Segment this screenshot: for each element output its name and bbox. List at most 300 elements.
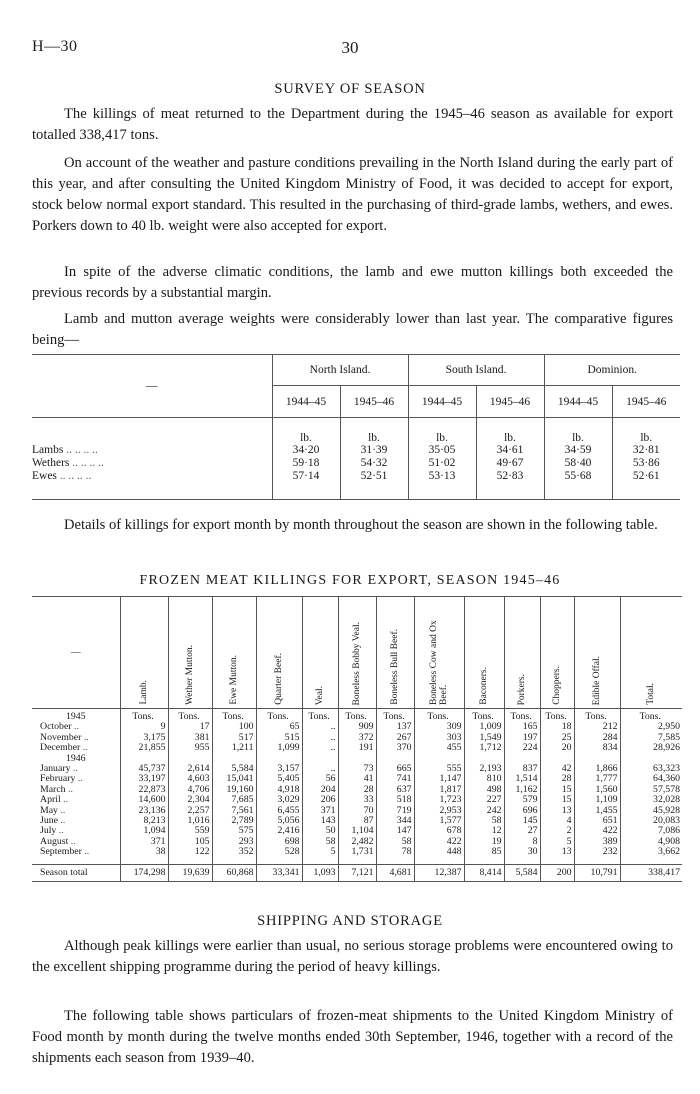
table-cell: 34·61 <box>476 444 544 457</box>
table-cell: 63,323 <box>620 764 682 774</box>
table-cell: 1,009 <box>464 722 504 732</box>
paragraph-text: The killings of meat returned to the Department during the 1945–46 season as available for export totalled 338,417 tons. <box>32 106 673 143</box>
table-cell: 422 <box>414 837 464 847</box>
total-cell: 19,639 <box>168 864 212 881</box>
season-total-row <box>32 864 682 881</box>
column-header-text: Veal. <box>315 685 325 705</box>
table-cell: 1,712 <box>464 743 504 753</box>
column-header-ewe-mutton <box>212 597 256 709</box>
unit-label: Tons. <box>464 709 504 723</box>
table-cell: 389 <box>574 837 620 847</box>
table-cell: 65 <box>256 722 302 732</box>
table-cell: 4,908 <box>620 837 682 847</box>
table-cell: 678 <box>414 826 464 836</box>
table-cell: 665 <box>376 764 414 774</box>
month-name: January <box>40 763 71 775</box>
table-cell: 1,777 <box>574 774 620 784</box>
table-cell: 58 <box>376 837 414 847</box>
table-cell: 579 <box>504 795 540 805</box>
leader-dots: .. .. .. .. <box>66 444 98 456</box>
table-cell: 191 <box>338 743 376 753</box>
table-cell: 19,160 <box>212 785 256 795</box>
total-cell: 12,387 <box>414 864 464 881</box>
table-cell: 7,585 <box>620 733 682 743</box>
units-row <box>32 709 682 723</box>
table-cell: 3,175 <box>120 733 168 743</box>
table-cell: 8,213 <box>120 816 168 826</box>
table-cell: .. <box>302 764 338 774</box>
month-name: July <box>40 825 57 837</box>
leader-dots: .. <box>72 763 78 775</box>
leader-dots: .. <box>77 773 83 785</box>
table-cell: 55·68 <box>544 470 612 486</box>
column-header-boneless-bobby-veal <box>338 597 376 709</box>
paragraph-text: Details of killings for export month by month throughout the season are shown in the following table. <box>64 517 658 533</box>
table-cell: 70 <box>338 806 376 816</box>
survey-paragraph-2 <box>32 153 673 237</box>
leader-dots: .. <box>83 731 89 743</box>
table-cell: 58·40 <box>544 457 612 470</box>
table-cell: 20 <box>540 743 574 753</box>
year-header: 1944–45 <box>408 386 476 418</box>
table-cell: 955 <box>168 743 212 753</box>
table-cell: 137 <box>376 722 414 732</box>
unit-label: Tons. <box>302 709 338 723</box>
leader-dots: .. <box>82 742 88 754</box>
table-corner: — <box>32 355 272 418</box>
unit-label: Tons. <box>620 709 682 723</box>
table-cell: 54·32 <box>340 457 408 470</box>
table-cell: 1,109 <box>574 795 620 805</box>
table-cell: 9 <box>120 722 168 732</box>
killings-table <box>32 596 682 882</box>
table-corner: — <box>32 597 120 709</box>
table-cell: 232 <box>574 847 620 857</box>
table-cell: 64,360 <box>620 774 682 784</box>
table-cell: 2,416 <box>256 826 302 836</box>
unit-label: lb. <box>408 418 476 444</box>
column-header-text: Boneless Cow and Ox Beef. <box>429 620 449 705</box>
table-cell: 448 <box>414 847 464 857</box>
table-row <box>32 774 682 784</box>
unit-label: Tons. <box>574 709 620 723</box>
column-header-text: Ewe Mutton. <box>229 655 239 705</box>
table-cell: 1,731 <box>338 847 376 857</box>
table-cell: 28 <box>338 785 376 795</box>
table-cell: 58 <box>464 816 504 826</box>
weights-rows <box>32 444 680 500</box>
column-header-total <box>620 597 682 709</box>
column-header-baconers <box>464 597 504 709</box>
year-header: 1945–46 <box>476 386 544 418</box>
table-cell: 4 <box>540 816 574 826</box>
table-cell: 4,603 <box>168 774 212 784</box>
table-cell: 4,918 <box>256 785 302 795</box>
row-label <box>32 470 272 486</box>
table-cell: 7,685 <box>212 795 256 805</box>
table-cell: 197 <box>504 733 540 743</box>
table-cell: 31·39 <box>340 444 408 457</box>
month-label <box>32 847 120 857</box>
total-label: Season total <box>32 864 120 881</box>
table-cell: 50 <box>302 826 338 836</box>
table-cell: 498 <box>464 785 504 795</box>
table-cell: 14,600 <box>120 795 168 805</box>
table-cell: 528 <box>256 847 302 857</box>
table-cell: 52·83 <box>476 470 544 486</box>
table-cell: 52·61 <box>612 470 680 486</box>
table-cell: 33,197 <box>120 774 168 784</box>
month-name: March <box>40 783 66 795</box>
table-cell: 1,549 <box>464 733 504 743</box>
table-cell: .. <box>302 733 338 743</box>
details-paragraph <box>32 515 673 536</box>
paragraph-text: The following table shows particulars of frozen-meat shipments to the United Kingdom Ministry of Food month by month during the twelve months ended 30th September, 1946, together with a record of the shipments each season from 1939–40. <box>32 1008 673 1066</box>
table-cell: 698 <box>256 837 302 847</box>
table-cell: 15 <box>540 795 574 805</box>
survey-paragraph-1 <box>32 104 673 146</box>
paragraph-text: In spite of the adverse climatic conditions, the lamb and ewe mutton killings both exceeded the previous records by a substantial margin. <box>32 264 673 301</box>
column-group-north-island: North Island. <box>272 355 408 386</box>
leader-dots: .. <box>60 804 66 816</box>
month-name: September <box>40 846 82 858</box>
column-header-text: Choppers. <box>552 666 562 705</box>
month-name: August <box>40 835 69 847</box>
leader-dots: .. <box>60 815 66 827</box>
table-cell: 56 <box>302 774 338 784</box>
table-cell: 455 <box>414 743 464 753</box>
table-cell: 7,086 <box>620 826 682 836</box>
table-cell: 45,928 <box>620 806 682 816</box>
month-name: October <box>40 721 72 733</box>
column-header-text: Quarter Beef. <box>274 653 284 705</box>
table-cell: 3,157 <box>256 764 302 774</box>
table-cell: 145 <box>504 816 540 826</box>
column-header-text: Baconers. <box>479 667 489 705</box>
year-label: 1946 <box>65 752 86 764</box>
table-cell: 637 <box>376 785 414 795</box>
table-cell: 651 <box>574 816 620 826</box>
table-cell: 28 <box>540 774 574 784</box>
table-cell: 22,873 <box>120 785 168 795</box>
table-row <box>32 743 682 753</box>
table-cell: 224 <box>504 743 540 753</box>
table-row <box>32 457 680 470</box>
row-label <box>32 457 272 470</box>
table-cell: 21,855 <box>120 743 168 753</box>
table-cell: 2,304 <box>168 795 212 805</box>
month-name: June <box>40 815 58 827</box>
table-cell: 1,147 <box>414 774 464 784</box>
table-cell: 1,104 <box>338 826 376 836</box>
table-cell: 1,577 <box>414 816 464 826</box>
table-cell: 33 <box>338 795 376 805</box>
column-header-porkers <box>504 597 540 709</box>
shipping-paragraph-1 <box>32 936 673 978</box>
unit-label: lb. <box>544 418 612 444</box>
table-cell: 5,584 <box>212 764 256 774</box>
table-cell: 32,028 <box>620 795 682 805</box>
table-cell: 1,560 <box>574 785 620 795</box>
month-name: November <box>40 731 82 743</box>
row-label <box>32 444 272 457</box>
table-cell: 1,099 <box>256 743 302 753</box>
unit-label: Tons. <box>168 709 212 723</box>
table-cell: 53·86 <box>612 457 680 470</box>
table-cell: 87 <box>338 816 376 826</box>
table-cell: 165 <box>504 722 540 732</box>
total-cell: 10,791 <box>574 864 620 881</box>
total-cell: 5,584 <box>504 864 540 881</box>
table-cell: 57·14 <box>272 470 340 486</box>
header-row <box>32 597 682 709</box>
page-number: 30 <box>341 38 359 57</box>
table-cell: 2,789 <box>212 816 256 826</box>
table-cell: 45,737 <box>120 764 168 774</box>
column-header-edible-offal <box>574 597 620 709</box>
column-header-text: Porkers. <box>517 673 527 705</box>
month-name: February <box>40 773 76 785</box>
table-cell: 370 <box>376 743 414 753</box>
table-cell: 372 <box>338 733 376 743</box>
table-cell: 810 <box>464 774 504 784</box>
table-row <box>32 444 680 457</box>
table-cell: 1,817 <box>414 785 464 795</box>
table-row <box>32 733 682 743</box>
table-cell: 1,211 <box>212 743 256 753</box>
table-cell: 52·51 <box>340 470 408 486</box>
table-cell: 58 <box>302 837 338 847</box>
table-cell: 518 <box>376 795 414 805</box>
paragraph-text: Although peak killings were earlier than usual, no serious storage problems were encountered owing to the excellent shipping programme during the period of heavy killings. <box>32 938 673 975</box>
table-row <box>32 785 682 795</box>
table-cell: 422 <box>574 826 620 836</box>
year-header: 1945–46 <box>612 386 680 418</box>
unit-label: Tons. <box>504 709 540 723</box>
table-cell: 1,016 <box>168 816 212 826</box>
table-cell: 73 <box>338 764 376 774</box>
table-cell: .. <box>302 743 338 753</box>
table-cell: 212 <box>574 722 620 732</box>
table-cell: 517 <box>212 733 256 743</box>
table-cell: 309 <box>414 722 464 732</box>
table-cell: 143 <box>302 816 338 826</box>
unit-label: Tons. <box>338 709 376 723</box>
table-cell: 909 <box>338 722 376 732</box>
column-header-text: Total. <box>646 683 657 705</box>
table-cell: 242 <box>464 806 504 816</box>
table-cell: 371 <box>120 837 168 847</box>
total-cell: 8,414 <box>464 864 504 881</box>
table-cell: 32·81 <box>612 444 680 457</box>
table-cell: 2,257 <box>168 806 212 816</box>
column-header-quarter-beef <box>256 597 302 709</box>
unit-label: Tons. <box>376 709 414 723</box>
year-header: 1944–45 <box>272 386 340 418</box>
table-cell: 34·20 <box>272 444 340 457</box>
table-cell: 3,029 <box>256 795 302 805</box>
killings-table-title: FROZEN MEAT KILLINGS FOR EXPORT, SEASON 1945–46 <box>139 573 561 588</box>
table-cell: 741 <box>376 774 414 784</box>
unit-label: Tons. <box>256 709 302 723</box>
row-label-text: Lambs <box>32 444 64 456</box>
unit-label: Tons. <box>212 709 256 723</box>
table-cell: 381 <box>168 733 212 743</box>
column-header-text: Boneless Bull Beef. <box>390 629 400 705</box>
unit-label: Tons. <box>120 709 168 723</box>
column-header-boneless-bull-beef <box>376 597 414 709</box>
table-cell: 17 <box>168 722 212 732</box>
table-cell: 834 <box>574 743 620 753</box>
table-cell: 515 <box>256 733 302 743</box>
year-header: 1945–46 <box>340 386 408 418</box>
month-name: May <box>40 804 58 816</box>
table-cell: 719 <box>376 806 414 816</box>
table-cell: 352 <box>212 847 256 857</box>
table-cell: 3,662 <box>620 847 682 857</box>
table-cell: 344 <box>376 816 414 826</box>
leader-dots: .. <box>70 835 76 847</box>
table-cell: 1,162 <box>504 785 540 795</box>
table-cell: 4,706 <box>168 785 212 795</box>
table-cell: 100 <box>212 722 256 732</box>
unit-label: lb. <box>476 418 544 444</box>
table-cell: 57,578 <box>620 785 682 795</box>
unit-label: lb. <box>612 418 680 444</box>
unit-label: lb. <box>272 418 340 444</box>
table-cell: 204 <box>302 785 338 795</box>
table-cell: 28,926 <box>620 743 682 753</box>
row-label-text: Wethers <box>32 457 70 469</box>
table-cell: 85 <box>464 847 504 857</box>
column-header-text: Wether Mutton. <box>185 645 195 705</box>
section-heading-survey: SURVEY OF SEASON <box>274 81 426 97</box>
total-cell: 200 <box>540 864 574 881</box>
year-header: 1944–45 <box>544 386 612 418</box>
column-header-text: Lamb. <box>139 680 149 705</box>
table-cell: 1,094 <box>120 826 168 836</box>
table-cell: 284 <box>574 733 620 743</box>
table-row <box>32 795 682 805</box>
table-cell: 51·02 <box>408 457 476 470</box>
table-cell: 5,405 <box>256 774 302 784</box>
column-header-text: Edible Offal. <box>592 655 602 705</box>
table-cell: 293 <box>212 837 256 847</box>
column-header-choppers <box>540 597 574 709</box>
table-cell: 2,614 <box>168 764 212 774</box>
table-cell: 105 <box>168 837 212 847</box>
shipping-paragraph-2 <box>32 1006 673 1069</box>
table-cell: 25 <box>540 733 574 743</box>
table-cell: 78 <box>376 847 414 857</box>
table-cell: 6,455 <box>256 806 302 816</box>
year-label: 1945 <box>65 711 86 722</box>
table-cell: 49·67 <box>476 457 544 470</box>
table-cell: 15 <box>540 785 574 795</box>
table-cell: 59·18 <box>272 457 340 470</box>
table-cell: 2,950 <box>620 722 682 732</box>
table-cell: 42 <box>540 764 574 774</box>
table-cell: 12 <box>464 826 504 836</box>
month-name: April <box>40 794 61 806</box>
table-cell: 227 <box>464 795 504 805</box>
table-row <box>32 722 682 732</box>
table-cell: 303 <box>414 733 464 743</box>
table-cell: 38 <box>120 847 168 857</box>
table-cell: 34·59 <box>544 444 612 457</box>
table-cell: 2 <box>540 826 574 836</box>
total-cell: 338,417 <box>620 864 682 881</box>
survey-paragraph-4 <box>32 309 673 351</box>
column-group-dominion: Dominion. <box>544 355 680 386</box>
total-cell: 4,681 <box>376 864 414 881</box>
table-cell: 2,953 <box>414 806 464 816</box>
table-cell: 5,056 <box>256 816 302 826</box>
leader-dots: .. <box>68 783 73 795</box>
average-weights-table <box>32 354 680 500</box>
leader-dots: .. <box>74 721 79 733</box>
column-group-south-island: South Island. <box>408 355 544 386</box>
table-cell: 555 <box>414 764 464 774</box>
killings-rows <box>32 709 682 882</box>
table-cell: 5 <box>540 837 574 847</box>
unit-label: Tons. <box>414 709 464 723</box>
column-header-veal <box>302 597 338 709</box>
table-cell: 147 <box>376 826 414 836</box>
table-cell: 5 <box>302 847 338 857</box>
table-cell: 1,514 <box>504 774 540 784</box>
unit-label: lb. <box>340 418 408 444</box>
year-row <box>32 754 682 764</box>
column-header-boneless-cow-ox-beef <box>414 597 464 709</box>
leader-dots: .. <box>84 846 90 858</box>
table-cell: 837 <box>504 764 540 774</box>
table-cell: 1,455 <box>574 806 620 816</box>
table-cell: 122 <box>168 847 212 857</box>
page-reference: H—30 <box>32 38 78 55</box>
total-cell: 174,298 <box>120 864 168 881</box>
month-name: December <box>40 742 81 754</box>
table-cell: 1,866 <box>574 764 620 774</box>
table-cell: 559 <box>168 826 212 836</box>
table-cell: 575 <box>212 826 256 836</box>
table-cell: 1,723 <box>414 795 464 805</box>
total-cell: 33,341 <box>256 864 302 881</box>
table-cell: 8 <box>504 837 540 847</box>
table-cell: 27 <box>504 826 540 836</box>
survey-paragraph-3 <box>32 262 673 304</box>
table-cell: 13 <box>540 847 574 857</box>
column-header-lamb <box>120 597 168 709</box>
row-label-text: Ewes <box>32 469 57 482</box>
table-cell: 267 <box>376 733 414 743</box>
table-row <box>32 806 682 816</box>
table-cell: 2,482 <box>338 837 376 847</box>
table-cell: 18 <box>540 722 574 732</box>
table-row <box>32 764 682 774</box>
section-heading-shipping: SHIPPING AND STORAGE <box>257 913 443 929</box>
table-cell: 7,561 <box>212 806 256 816</box>
table-cell: 30 <box>504 847 540 857</box>
killings-table-wrapper <box>32 596 682 882</box>
table-row <box>32 470 680 486</box>
table-cell: 35·05 <box>408 444 476 457</box>
total-cell: 7,121 <box>338 864 376 881</box>
total-cell: 1,093 <box>302 864 338 881</box>
unit-label: Tons. <box>540 709 574 723</box>
paragraph-text: On account of the weather and pasture conditions prevailing in the North Island during the early part of this year, and after consulting the United Kingdom Ministry of Food, it was decided to accept for export, stock below normal export standard. This resulted in the purchasing of third-grade lambs, wethers, and ewes. Porkers down to 40 lb. weight were also accepted for export. <box>32 155 673 234</box>
table-cell: 15,041 <box>212 774 256 784</box>
